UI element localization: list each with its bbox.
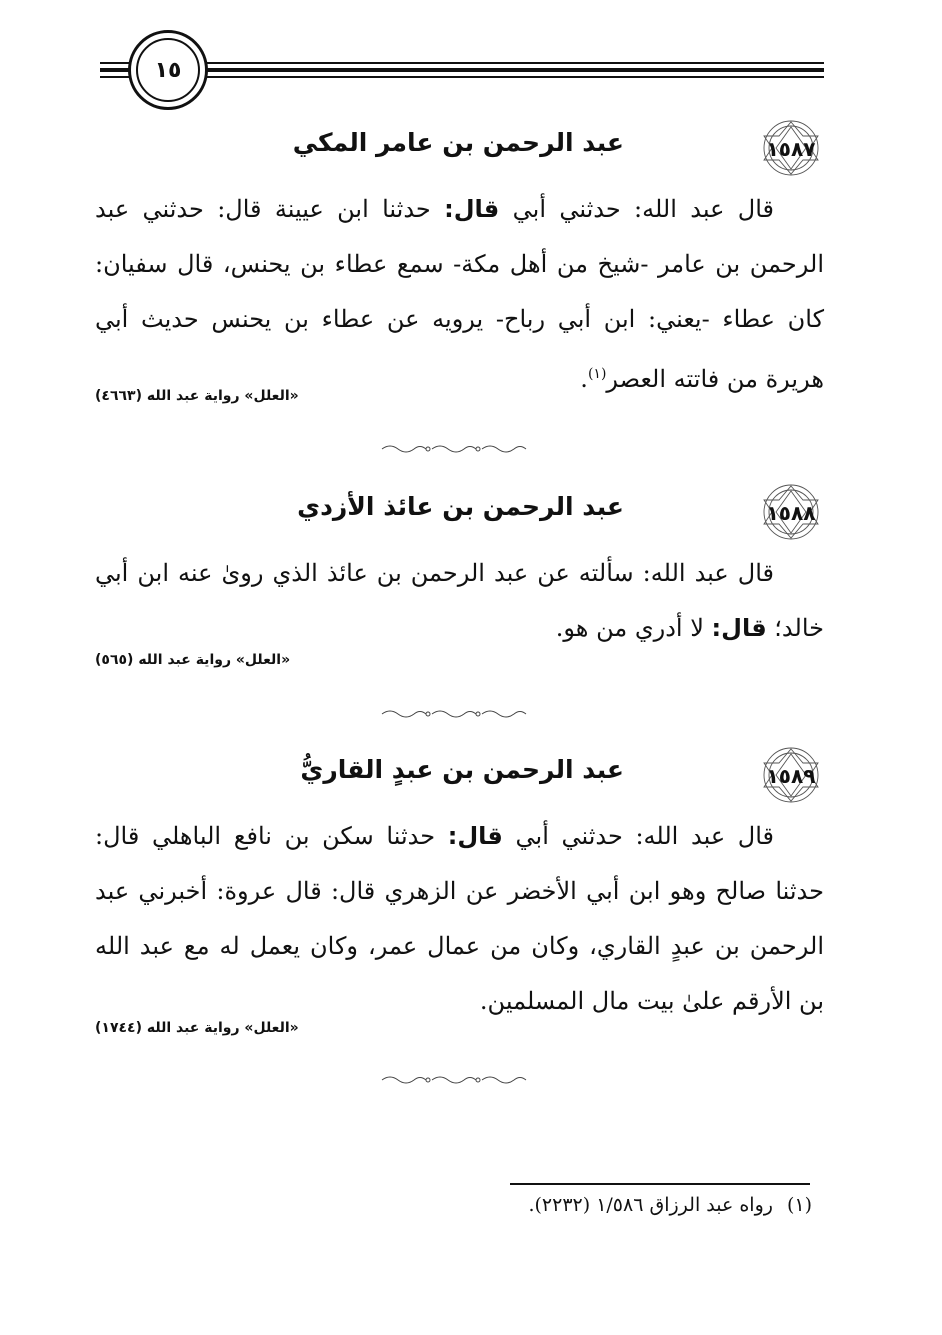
entry-source: «العلل» رواية عبد الله (٤٦٦٣): [95, 388, 299, 404]
body-text: .: [580, 365, 588, 393]
entry-source: «العلل» رواية عبد الله (١٧٤٤): [95, 1020, 299, 1036]
entry-body: [95, 546, 824, 656]
footnote-reference[interactable]: (١): [587, 366, 607, 382]
ornament-divider-icon: [380, 442, 530, 456]
body-text: قال عبد الله: حدثني أبي: [502, 822, 774, 850]
rosette-ornament-icon: [758, 118, 824, 178]
entry-body: [95, 809, 824, 1029]
qal-keyword: قال:: [444, 195, 500, 223]
header-rule: [100, 62, 824, 64]
entry-title: عبد الرحمن بن عبدٍ القاريُّ: [300, 755, 624, 784]
rosette-ornament-icon: [758, 482, 824, 542]
ornament-divider-icon: [380, 1073, 530, 1087]
body-text: حدثنا سكن بن نافع الباهلي قال: حدثنا صالح وهو ابن أبي الأخضر عن الزهري قال: قال عروة: أخبرني عبد الرحمن بن عبدٍ القاري، وكان من عمال عمر، وكان يعمل له مع عبد الله بن الأرقم علىٰ بيت مال المسلمين.: [95, 822, 824, 1015]
entry-header: [95, 745, 824, 805]
entry-source: «العلل» رواية عبد الله (٥٦٥): [95, 652, 291, 668]
entry-title: عبد الرحمن بن عائذ الأزدي: [297, 492, 624, 521]
header-rule: [100, 76, 824, 78]
entry: [95, 482, 824, 656]
qal-keyword: قال:: [447, 822, 503, 850]
entry-title: عبد الرحمن بن عامر المكي: [292, 128, 624, 157]
footnote-text: رواه عبد الرزاق ١/٥٨٦ (٢٢٣٢).: [528, 1194, 773, 1216]
entry-header: [95, 118, 824, 178]
entry-body: [95, 182, 824, 407]
ornament-divider-icon: [380, 707, 530, 721]
page-number: ١٥: [154, 57, 182, 83]
entry-header: [95, 482, 824, 542]
body-text: لا أدري من هو.: [555, 614, 712, 642]
rosette-ornament-icon: [758, 745, 824, 805]
body-text: قال عبد الله: حدثني أبي: [499, 195, 774, 223]
entry-number: ١٥٨٧: [766, 137, 816, 161]
body-text: قال عبد الله: سألته عن عبد الرحمن بن عائذ الذي روىٰ عنه ابن أبي خالد؛: [95, 559, 824, 642]
qal-keyword: قال:: [711, 614, 767, 642]
entry-number: ١٥٨٨: [766, 501, 816, 525]
footnote-marker: (١): [786, 1194, 812, 1216]
entry: [95, 745, 824, 1029]
page-number-badge: [128, 30, 208, 110]
header-rule: [100, 68, 824, 72]
body-text: حدثنا ابن عيينة قال: حدثني عبد الرحمن بن عامر -شيخ من أهل مكة- سمع عطاء بن يحنس، قال سفيان: كان عطاء -يعني: ابن أبي رباح- يرويه عن عطاء بن يحنس حديث أبي هريرة من فاتته العصر: [95, 195, 824, 393]
entry-number: ١٥٨٩: [766, 764, 816, 788]
footnote: [528, 1194, 812, 1216]
footnote-rule: [510, 1183, 810, 1185]
entry: [95, 118, 824, 407]
